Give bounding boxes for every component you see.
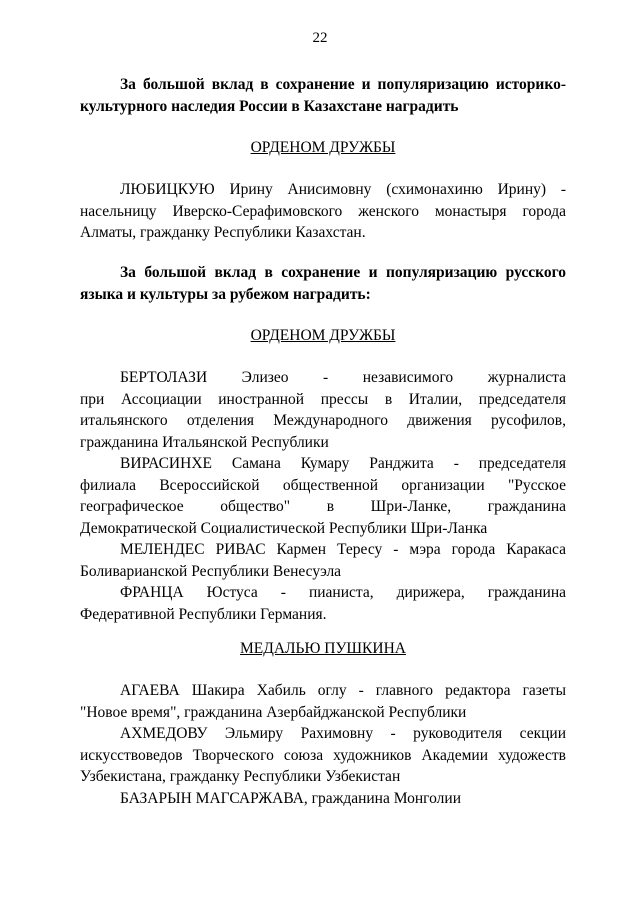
- award-title: ОРДЕНОМ ДРУЖБЫ: [250, 327, 396, 344]
- section1-intro: [80, 74, 566, 117]
- entry-line: БЕРТОЛАЗИ Элизео - независимого журналиста: [120, 369, 566, 386]
- entry-line: ФРАНЦА Юстуса - пианиста, дирижера, гражданина: [120, 584, 566, 601]
- award-entry: [80, 179, 566, 244]
- entry-line: БАЗАРЫН МАГСАРЖАВА, гражданина Монголии: [120, 789, 462, 807]
- award-entry: [80, 680, 566, 723]
- award-entry: [80, 367, 566, 453]
- intro-line: языка и культуры за рубежом наградить:: [80, 285, 371, 303]
- entry-line: АГАЕВА Шакира Хабиль оглу - главного редактора газеты: [120, 682, 566, 699]
- award-entry: [80, 723, 566, 788]
- entry-line: насельницу Иверско-Серафимовского женского монастыря города: [80, 202, 566, 220]
- entry-line: Федеративной Республики Германия.: [80, 605, 327, 623]
- award-entry: [80, 539, 566, 582]
- award-title: ОРДЕНОМ ДРУЖБЫ: [250, 139, 396, 156]
- intro-line: За большой вклад в сохранение и популяризацию историко-: [120, 76, 566, 93]
- entry-line: ВИРАСИНХЕ Самана Кумару Ранджита - председателя: [120, 455, 566, 472]
- award-entries: [80, 367, 566, 625]
- award-title: МЕДАЛЬЮ ПУШКИНА: [240, 640, 406, 657]
- award-heading: [80, 137, 566, 159]
- entry-line: искусствоведов Творческого союза художников Академии художеств: [80, 746, 566, 764]
- page-number: 22: [312, 30, 328, 46]
- intro-line: культурного наследия России в Казахстане наградить: [80, 97, 459, 115]
- award-entry: [80, 788, 566, 810]
- entry-line: Демократической Социалистической Республики Шри-Ланка: [80, 519, 488, 537]
- entry-line: АХМЕДОВУ Эльмиру Рахимовну - руководителя секции: [120, 725, 566, 742]
- award-heading: [80, 638, 566, 660]
- entry-line: итальянского отделения Международного движения русофилов,: [80, 412, 566, 429]
- entry-line: ЛЮБИЦКУЮ Ирину Анисимовну (схимонахиню Ирину) -: [120, 181, 566, 198]
- award-heading: [80, 325, 566, 347]
- entry-line: географическое общество" в Шри-Ланке, гражданина: [80, 498, 566, 515]
- section2-intro: [80, 262, 566, 305]
- entry-line: Боливарианской Республики Венесуэла: [80, 562, 342, 580]
- entry-line: при Ассоциации иностранной прессы в Италии, председателя: [80, 390, 566, 408]
- entry-line: Алматы, гражданку Республики Казахстан.: [80, 224, 366, 241]
- entry-line: МЕЛЕНДЕС РИВАС Кармен Тересу - мэра города Каракаса: [120, 541, 566, 558]
- entry-line: Узбекистана, гражданку Республики Узбекистан: [80, 768, 401, 785]
- entry-line: гражданина Итальянской Республики: [80, 433, 329, 451]
- award-entries: [80, 680, 566, 809]
- award-entry: [80, 582, 566, 625]
- intro-line: За большой вклад в сохранение и популяризацию русского: [120, 264, 566, 281]
- entry-line: филиала Всероссийской общественной организации "Русское: [80, 476, 566, 494]
- entry-line: "Новое время", гражданина Азербайджанской Республики: [80, 703, 467, 721]
- award-entry: [80, 453, 566, 539]
